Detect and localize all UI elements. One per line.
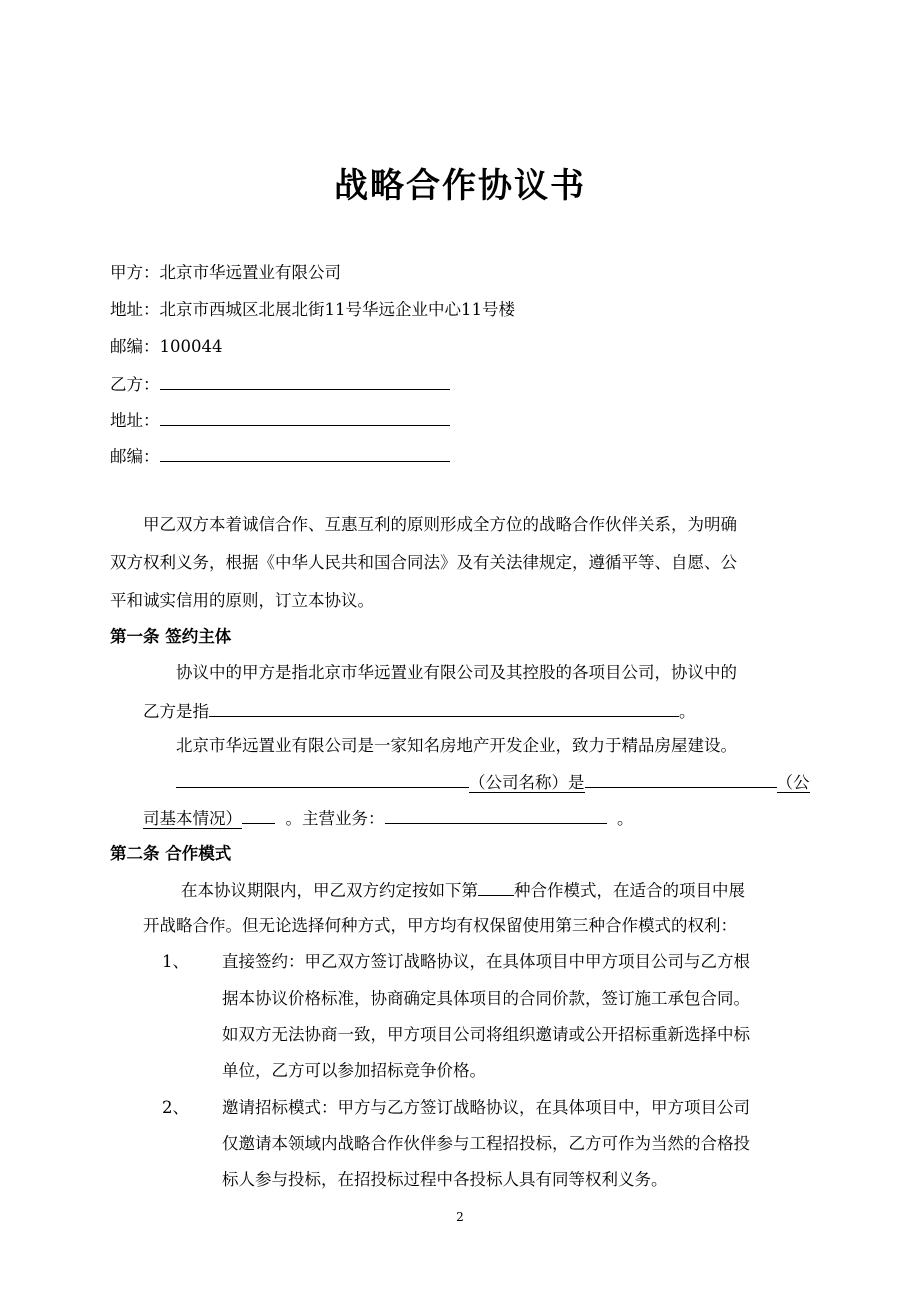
party-b-address-label: 地址： — [110, 411, 160, 430]
party-a-line — [110, 261, 341, 285]
article-1-p1-line1: 协议中的甲方是指北京市华远置业有限公司及其控股的各项目公司，协议中的 — [176, 663, 737, 682]
article-2-p1-line1 — [181, 877, 745, 903]
article-1-p1-line2 — [143, 698, 696, 724]
item-2-line-3: 标人参与投标，在招投标过程中各投标人具有同等权利义务。 — [222, 1170, 668, 1189]
company-info-blank[interactable] — [585, 769, 777, 788]
party-b-postcode-blank[interactable] — [160, 443, 450, 462]
item-1-line-2: 据本协议价格标准，协商确定具体项目的合同价款，签订施工承包合同。 — [222, 989, 750, 1008]
main-business-blank[interactable] — [385, 805, 607, 824]
item-2-number: 2、 — [162, 1098, 189, 1117]
main-business-end: 。 — [617, 809, 634, 828]
article-2-p1-line2: 开战略合作。但无论选择何种方式，甲方均有权保留使用第三种合作模式的权利： — [143, 916, 737, 935]
company-name-label: （公司名称）是 — [469, 773, 585, 792]
article-1-p3 — [176, 769, 810, 795]
company-info-end-blank[interactable] — [242, 805, 275, 824]
item-1-number: 1、 — [162, 952, 189, 971]
party-a-postcode-line — [110, 335, 223, 359]
item-1-line-1: 直接签约：甲乙双方签订战略协议，在具体项目中甲方项目公司与乙方根 — [222, 952, 750, 971]
document-title: 战略合作协议书 — [334, 166, 586, 206]
party-a-address: 北京市西城区北展北街11号华远企业中心11号楼 — [159, 300, 515, 319]
article-1-heading: 第一条 签约主体 — [110, 627, 232, 646]
party-a-address-line — [110, 298, 515, 322]
intro-line-3: 平和诚实信用的原则，订立本协议。 — [110, 591, 374, 610]
party-a-name: 北京市华远置业有限公司 — [159, 263, 341, 282]
intro-line-1: 甲乙双方本着诚信合作、互惠互利的原则形成全方位的战略合作伙伴关系，为明确 — [143, 515, 737, 534]
article-1-party-b-prefix: 乙方是指 — [143, 702, 209, 721]
party-a-address-label: 地址： — [110, 300, 160, 319]
party-a-postcode-label: 邮编： — [110, 337, 160, 356]
item-1-line-4: 单位，乙方可以参加招标竞争价格。 — [222, 1061, 486, 1080]
party-b-address-line — [110, 407, 450, 433]
party-b-line — [110, 371, 450, 397]
article-1-p4 — [143, 805, 634, 831]
company-info-tail: （公 — [776, 773, 810, 792]
party-b-label: 乙方： — [110, 375, 160, 394]
intro-line-2: 双方权利义务，根据《中华人民共和国合同法》及有关法律规定，遵循平等、自愿、公 — [110, 553, 737, 572]
party-b-definition-blank[interactable] — [209, 698, 679, 717]
mode-suffix: 种合作模式，在适合的项目中展 — [514, 881, 745, 900]
party-a-postcode: 100044 — [159, 337, 223, 356]
company-info-label: 司基本情况） — [143, 809, 242, 828]
party-b-postcode-line — [110, 443, 450, 469]
mode-prefix: 在本协议期限内，甲乙双方约定按如下第 — [181, 881, 478, 900]
page-number: 2 — [456, 1210, 464, 1224]
article-2-heading: 第二条 合作模式 — [110, 844, 232, 863]
item-2-line-1: 邀请招标模式：甲方与乙方签订战略协议，在具体项目中，甲方项目公司 — [222, 1098, 750, 1117]
article-1-p2: 北京市华远置业有限公司是一家知名房地产开发企业，致力于精品房屋建设。 — [176, 736, 737, 755]
article-1-period: 。 — [679, 702, 696, 721]
party-b-postcode-label: 邮编： — [110, 447, 160, 466]
party-b-address-blank[interactable] — [160, 407, 450, 426]
party-a-label: 甲方： — [110, 263, 160, 282]
mode-number-blank[interactable] — [478, 877, 514, 896]
company-name-blank[interactable] — [176, 769, 469, 788]
main-business-label: 。主营业务： — [285, 809, 385, 828]
item-1-line-3: 如双方无法协商一致，甲方项目公司将组织邀请或公开招标重新选择中标 — [222, 1025, 750, 1044]
party-b-name-blank[interactable] — [160, 371, 450, 390]
item-2-line-2: 仅邀请本领域内战略合作伙伴参与工程招投标，乙方可作为当然的合格投 — [222, 1134, 750, 1153]
